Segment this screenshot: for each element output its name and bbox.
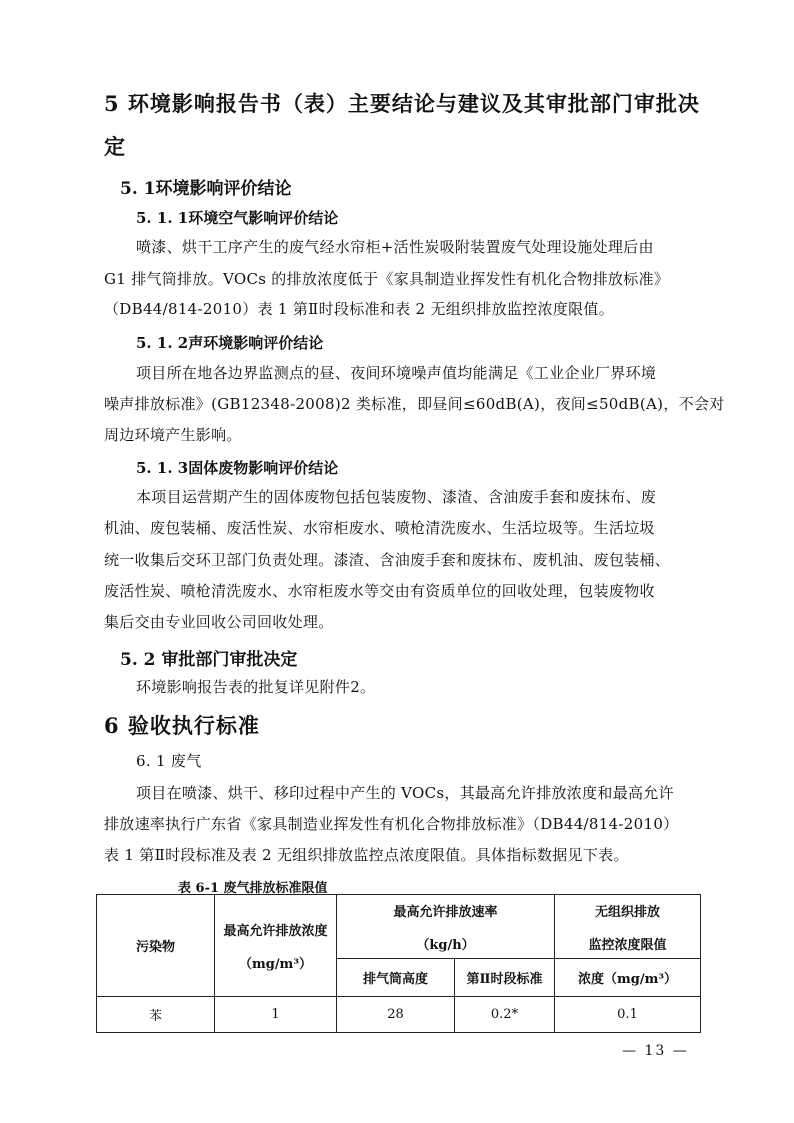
paragraph-line: 废活性炭、喷枪清洗废水、水帘柜废水等交由有资质单位的回收处理，包装废物收: [104, 582, 655, 600]
header-max-concentration: [215, 895, 337, 997]
header-max-concentration-label: 最高允许排放浓度: [223, 923, 328, 939]
cell-max-concentration: 1: [215, 997, 337, 1033]
section-5-1-2-title: 5. 1. 2声环境影响评价结论: [136, 334, 324, 352]
paragraph-line: 表 1 第Ⅱ时段标准及表 2 无组织排放监控点浓度限值。具体指标数据见下表。: [104, 846, 629, 864]
paragraph-line: 周边环境产生影响。: [104, 426, 242, 444]
paragraph-line: 排放速率执行广东省《家具制造业挥发性有机化合物排放标准》（DB44/814-2010）: [104, 815, 679, 833]
paragraph-line: 统一收集后交环卫部门负责处理。漆渣、含油废手套和废抹布、废机油、废包装桶、: [104, 551, 671, 569]
header-max-concentration-unit: （mg/m³）: [238, 956, 313, 972]
paragraph-line: 本项目运营期产生的固体废物包括包装废物、漆渣、含油废手套和废抹布、废: [136, 488, 657, 506]
paragraph-line: 喷漆、烘干工序产生的废气经水帘柜+活性炭吸附装置废气处理设施处理后由: [136, 238, 654, 256]
header-fugitive: [555, 895, 701, 959]
header-concentration: 浓度（mg/m³）: [555, 959, 701, 997]
header-stack-height: 排气筒高度: [337, 959, 455, 997]
paragraph-line: （DB44/814-2010）表 1 第Ⅱ时段标准和表 2 无组织排放监控浓度限值。: [104, 300, 615, 318]
paragraph-line: 项目所在地各边界监测点的昼、夜间环境噪声值均能满足《工业企业厂界环境: [136, 364, 657, 382]
cell-rate: 0.2*: [455, 997, 555, 1033]
cell-fugitive-concentration: 0.1: [555, 997, 701, 1033]
emission-standard-table: [96, 894, 701, 1033]
section-6-1-title: 6. 1 废气: [136, 752, 202, 770]
cell-pollutant: 苯: [97, 997, 215, 1033]
paragraph-line: 环境影响报告表的批复详见附件2。: [136, 678, 376, 696]
chapter-6-heading: 6 验收执行标准: [104, 713, 260, 738]
section-5-1-title: 5. 1环境影响评价结论: [120, 179, 292, 199]
section-5-1-3-title: 5. 1. 3固体废物影响评价结论: [136, 459, 339, 477]
page-number: — 13 —: [622, 1043, 689, 1059]
section-5-1-1-title: 5. 1. 1环境空气影响评价结论: [136, 209, 339, 227]
paragraph-line: 噪声排放标准》(GB12348-2008)2 类标准，即昼间≤60dB(A)，夜间≤50dB(A)，不会对: [104, 395, 725, 413]
paragraph-line: G1 排气筒排放。VOCs 的排放浓度低于《家具制造业挥发性有机化合物排放标准》: [104, 270, 670, 288]
section-5-2-title: 5. 2 审批部门审批决定: [120, 650, 298, 670]
header-fugitive-sub: 监控浓度限值: [588, 937, 667, 953]
header-max-rate-unit: （kg/h）: [416, 937, 475, 953]
paragraph-line: 机油、废包装桶、废活性炭、水帘柜废水、喷枪清洗废水、生活垃圾等。生活垃圾: [104, 519, 655, 537]
chapter-5-heading-line2: 定: [104, 134, 126, 159]
table-caption: 表 6-1 废气排放标准限值: [178, 881, 328, 896]
table-row: [97, 997, 701, 1033]
paragraph-line: 集后交由专业回收公司回收处理。: [104, 613, 334, 631]
cell-stack-height: 28: [337, 997, 455, 1033]
header-fugitive-label: 无组织排放: [595, 904, 661, 920]
header-max-rate-label: 最高允许排放速率: [393, 904, 498, 920]
paragraph-line: 项目在喷漆、烘干、移印过程中产生的 VOCs，其最高允许排放浓度和最高允许: [136, 784, 674, 802]
header-period-2: 第Ⅱ时段标准: [455, 959, 555, 997]
header-pollutant: 污染物: [97, 895, 215, 997]
header-max-rate: [337, 895, 555, 959]
chapter-5-heading-line1: 5 环境影响报告书（表）主要结论与建议及其审批部门审批决: [104, 91, 700, 116]
